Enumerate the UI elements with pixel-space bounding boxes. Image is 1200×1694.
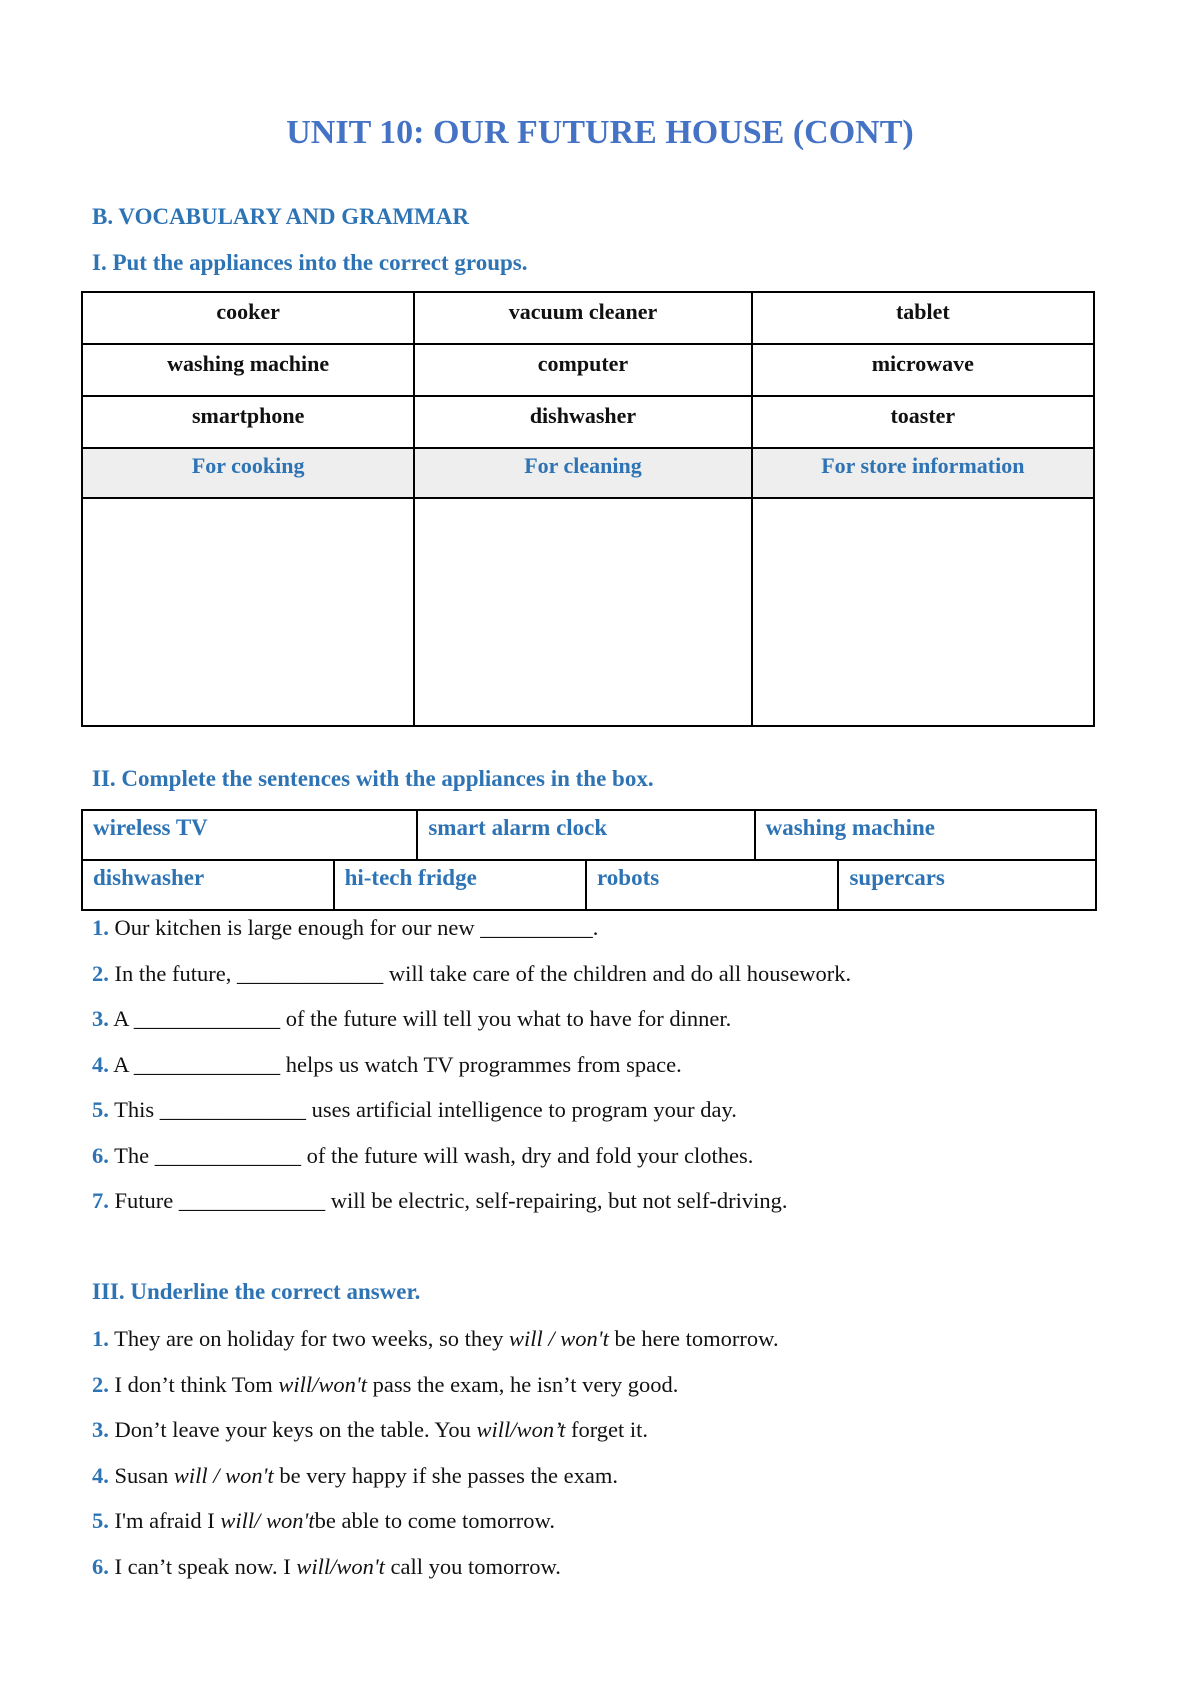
answer-options[interactable]: will/ won't <box>220 1508 315 1533</box>
answer-options[interactable]: will / won't <box>509 1326 609 1351</box>
exercise-2-sentences <box>92 915 851 1234</box>
item-number: 6. <box>92 1553 109 1579</box>
sentence-text: I can’t speak now. I <box>108 1553 297 1579</box>
sentence-text: forget it. <box>565 1417 649 1442</box>
item-number: 5. <box>92 1097 109 1122</box>
appliance-groups-table <box>81 291 1095 727</box>
sentence-text: be very happy if she passes the exam. <box>273 1462 619 1488</box>
word-cell: toaster <box>752 396 1094 448</box>
item-number: 3. <box>92 1417 109 1442</box>
word-cell: cooker <box>82 292 414 344</box>
sentence-item <box>92 1463 779 1509</box>
item-number: 3. <box>92 1006 109 1031</box>
sentence-item <box>92 1508 779 1554</box>
word-cell: tablet <box>752 292 1094 344</box>
sentence-text: Our kitchen is large enough for our new __________. <box>108 915 599 940</box>
word-box-item: supercars <box>838 860 1096 910</box>
word-row <box>82 292 1094 344</box>
item-number: 2. <box>92 1371 109 1397</box>
word-cell: washing machine <box>82 344 414 396</box>
sentence-text: pass the exam, he isn’t very good. <box>366 1371 679 1397</box>
sentence-text: Don’t leave your keys on the table. You <box>108 1417 477 1442</box>
sentence-item <box>92 1006 851 1052</box>
exercise-3-sentences <box>92 1326 779 1599</box>
sentence-item <box>92 1143 851 1189</box>
sentence-text: In the future, _____________ will take care of the children and do all housework. <box>108 960 852 986</box>
word-box-item: smart alarm clock <box>417 810 754 860</box>
word-cell: dishwasher <box>414 396 751 448</box>
sentence-item <box>92 1052 851 1098</box>
answer-options[interactable]: will/won’t <box>476 1417 566 1442</box>
word-box-item: washing machine <box>755 810 1096 860</box>
item-number: 5. <box>92 1508 109 1533</box>
sentence-item <box>92 961 851 1007</box>
item-number: 2. <box>92 960 109 986</box>
sentence-item <box>92 915 851 961</box>
exercise-1-heading: I. Put the appliances into the correct groups. <box>92 250 528 275</box>
sentence-text: be able to come tomorrow. <box>314 1508 555 1533</box>
sentence-text: I'm afraid I <box>108 1508 221 1533</box>
word-row <box>82 344 1094 396</box>
item-number: 6. <box>92 1142 109 1168</box>
word-box-row-1 <box>81 809 1097 861</box>
sentence-text: The _____________ of the future will wash, dry and fold your clothes. <box>108 1142 754 1168</box>
item-number: 4. <box>92 1462 109 1488</box>
answer-row <box>82 498 1094 726</box>
sentence-item <box>92 1188 851 1234</box>
word-box-item: dishwasher <box>82 860 334 910</box>
answer-cell-information[interactable] <box>752 498 1094 726</box>
page-title: UNIT 10: OUR FUTURE HOUSE (CONT) <box>286 114 914 151</box>
answer-options[interactable]: will/won't <box>278 1371 367 1397</box>
sentence-text: Future _____________ will be electric, self-repairing, but not self-driving. <box>108 1188 788 1213</box>
word-box-item: wireless TV <box>82 810 417 860</box>
sentence-item <box>92 1417 779 1463</box>
group-header-cleaning: For cleaning <box>414 448 751 498</box>
item-number: 4. <box>92 1051 109 1077</box>
word-cell: computer <box>414 344 751 396</box>
exercise-2-heading: II. Complete the sentences with the appliances in the box. <box>92 766 654 791</box>
group-header-cooking: For cooking <box>82 448 414 498</box>
item-number: 7. <box>92 1188 109 1213</box>
sentence-item <box>92 1097 851 1143</box>
sentence-item <box>92 1326 779 1372</box>
sentence-text: be here tomorrow. <box>608 1326 779 1351</box>
sentence-text: Susan <box>108 1462 174 1488</box>
word-cell: microwave <box>752 344 1094 396</box>
answer-cell-cleaning[interactable] <box>414 498 751 726</box>
word-row <box>82 396 1094 448</box>
item-number: 1. <box>92 915 109 940</box>
sentence-text: A _____________ of the future will tell you what to have for dinner. <box>108 1006 732 1031</box>
sentence-item <box>92 1372 779 1418</box>
group-header-row <box>82 448 1094 498</box>
answer-options[interactable]: will/won't <box>296 1553 385 1579</box>
exercise-3-heading: III. Underline the correct answer. <box>92 1279 421 1304</box>
item-number: 1. <box>92 1326 109 1351</box>
word-cell: vacuum cleaner <box>414 292 751 344</box>
word-box-item: hi-tech fridge <box>334 860 586 910</box>
sentence-text: call you tomorrow. <box>384 1553 561 1579</box>
group-header-information: For store information <box>752 448 1094 498</box>
answer-options[interactable]: will / won't <box>173 1462 274 1488</box>
word-box-item: robots <box>586 860 838 910</box>
word-cell: smartphone <box>82 396 414 448</box>
sentence-text: A _____________ helps us watch TV programmes from space. <box>108 1051 682 1077</box>
answer-cell-cooking[interactable] <box>82 498 414 726</box>
sentence-item <box>92 1554 779 1600</box>
section-heading-vocabulary-grammar: B. VOCABULARY AND GRAMMAR <box>92 204 469 229</box>
sentence-text: This _____________ uses artificial intelligence to program your day. <box>108 1097 737 1122</box>
sentence-text: I don’t think Tom <box>108 1371 279 1397</box>
sentence-text: They are on holiday for two weeks, so they <box>108 1326 509 1351</box>
word-box-row-2 <box>81 859 1097 911</box>
